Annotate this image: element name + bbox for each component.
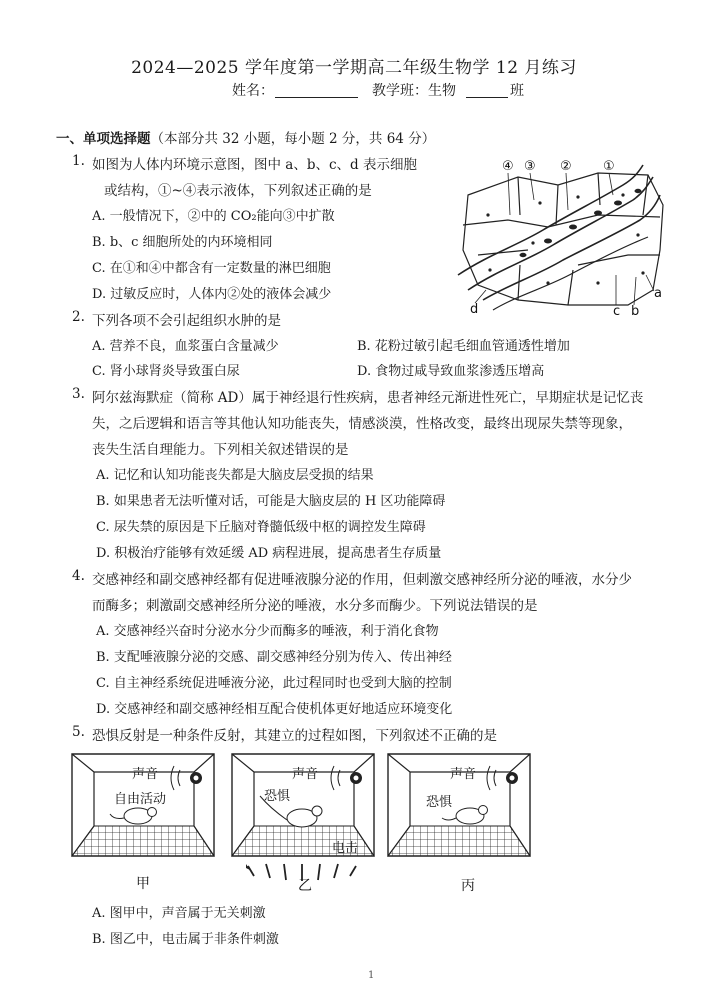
page-number: 1 <box>368 970 375 981</box>
panel-bing-state: 恐惧 <box>426 795 453 810</box>
caption-jia: 甲 <box>136 876 150 892</box>
name-label: 姓名： <box>232 83 274 99</box>
name-blank[interactable] <box>275 97 358 98</box>
q5-option-a[interactable]: A. 图甲中，声音属于无关刺激 <box>92 906 266 921</box>
q2-option-a[interactable]: A. 营养不良，血浆蛋白含量减少 <box>92 339 279 354</box>
q1-option-c[interactable]: C. 在①和④中都含有一定数量的淋巴细胞 <box>92 261 331 276</box>
fear-reflex-diagram <box>70 748 546 896</box>
q2-option-b[interactable]: B. 花粉过敏引起毛细血管通透性增加 <box>357 339 570 354</box>
q3-stem-line1: 阿尔兹海默症（简称 AD）属于神经退行性疾病，患者神经元渐进性死亡，早期症状是记忆丧 <box>92 390 644 406</box>
q3-option-c[interactable]: C. 尿失禁的原因是下丘脑对脊髓低级中枢的调控发生障碍 <box>96 520 426 535</box>
class-label: 教学班：生物 <box>372 83 456 99</box>
q4-option-d[interactable]: D. 交感神经和副交感神经相互配合使机体更好地适应环境变化 <box>96 702 453 717</box>
panel-yi-shock: 电击 <box>332 841 359 856</box>
q5-stem: 恐惧反射是一种条件反射，其建立的过程如图，下列叙述不正确的是 <box>92 728 497 744</box>
q3-stem-line3: 丧失生活自理能力。下列相关叙述错误的是 <box>92 442 349 458</box>
section-note: （本部分共 32 小题，每小题 2 分，共 64 分） <box>150 131 436 147</box>
q3-option-d[interactable]: D. 积极治疗能够有效延缓 AD 病程进展，提高患者生存质量 <box>96 546 442 561</box>
fig-label-a: a <box>654 286 662 301</box>
panel-jia-sound: 声音 <box>132 767 159 782</box>
panel-yi-sound: 声音 <box>292 767 319 782</box>
q2-stem: 下列各项不会引起组织水肿的是 <box>92 313 281 329</box>
q1-option-d[interactable]: D. 过敏反应时，人体内②处的液体会减少 <box>92 287 332 302</box>
q1-number: 1. <box>72 153 85 169</box>
q4-option-c[interactable]: C. 自主神经系统促进唾液分泌，此过程同时也受到大脑的控制 <box>96 676 452 691</box>
class-blank[interactable] <box>466 97 508 98</box>
q4-option-b[interactable]: B. 支配唾液腺分泌的交感、副交感神经分别为传入、传出神经 <box>96 650 452 665</box>
q1-option-b[interactable]: B. b、c 细胞所处的内环境相同 <box>92 235 273 250</box>
panel-bing-sound: 声音 <box>450 767 477 782</box>
q4-stem-line1: 交感神经和副交感神经都有促进唾液腺分泌的作用，但刺激交感神经所分泌的唾液，水分少 <box>92 572 632 588</box>
fig-label-2: ② <box>560 159 572 174</box>
q5-option-b[interactable]: B. 图乙中，电击属于非条件刺激 <box>92 932 279 947</box>
section-title: 一、单项选择题 <box>56 131 151 147</box>
panel-jia-state: 自由活动 <box>114 792 167 807</box>
q1-stem-line2: 或结构，①~④表示液体，下列叙述正确的是 <box>104 183 372 199</box>
fig-label-d: d <box>470 302 479 317</box>
fig-label-c: c <box>613 304 621 317</box>
q2-option-d[interactable]: D. 食物过咸导致血浆渗透压增高 <box>357 364 545 379</box>
q4-option-a[interactable]: A. 交感神经兴奋时分泌水分少而酶多的唾液，利于消化食物 <box>96 624 439 639</box>
q4-stem-line2: 而酶多；刺激副交感神经所分泌的唾液，水分多而酶少。下列说法错误的是 <box>92 598 538 614</box>
q3-number: 3. <box>72 386 85 402</box>
section-heading <box>56 127 435 147</box>
q5-number: 5. <box>72 724 85 740</box>
fig-label-b: b <box>631 304 640 317</box>
class-suffix: 班 <box>510 83 524 99</box>
q1-stem-line1: 如图为人体内环境示意图，图中 a、b、c、d 表示细胞 <box>92 157 417 173</box>
caption-yi: 乙 <box>298 878 312 894</box>
caption-bing: 丙 <box>461 878 475 894</box>
fig-label-3: ③ <box>524 159 536 174</box>
q2-option-c[interactable]: C. 肾小球肾炎导致蛋白尿 <box>92 364 240 379</box>
panel-yi-state: 恐惧 <box>264 789 291 804</box>
fig-label-4: ④ <box>502 159 514 174</box>
q4-number: 4. <box>72 568 85 584</box>
name-row <box>232 80 274 100</box>
q3-option-b[interactable]: B. 如果患者无法听懂对话，可能是大脑皮层的 H 区功能障碍 <box>96 494 446 509</box>
fig-label-1: ① <box>603 159 615 174</box>
q3-option-a[interactable]: A. 记忆和认知功能丧失都是大脑皮层受损的结果 <box>96 468 374 483</box>
internal-environment-diagram <box>448 155 670 317</box>
page-title: 2024—2025 学年度第一学期高二年级生物学 12 月练习 <box>131 58 577 78</box>
q3-stem-line2: 失，之后逻辑和语言等其他认知功能丧失，情感淡漠，性格改变，最终出现尿失禁等现象， <box>92 416 632 432</box>
q1-option-a[interactable]: A. 一般情况下，②中的 CO₂能向③中扩散 <box>92 209 335 224</box>
q2-number: 2. <box>72 309 85 325</box>
